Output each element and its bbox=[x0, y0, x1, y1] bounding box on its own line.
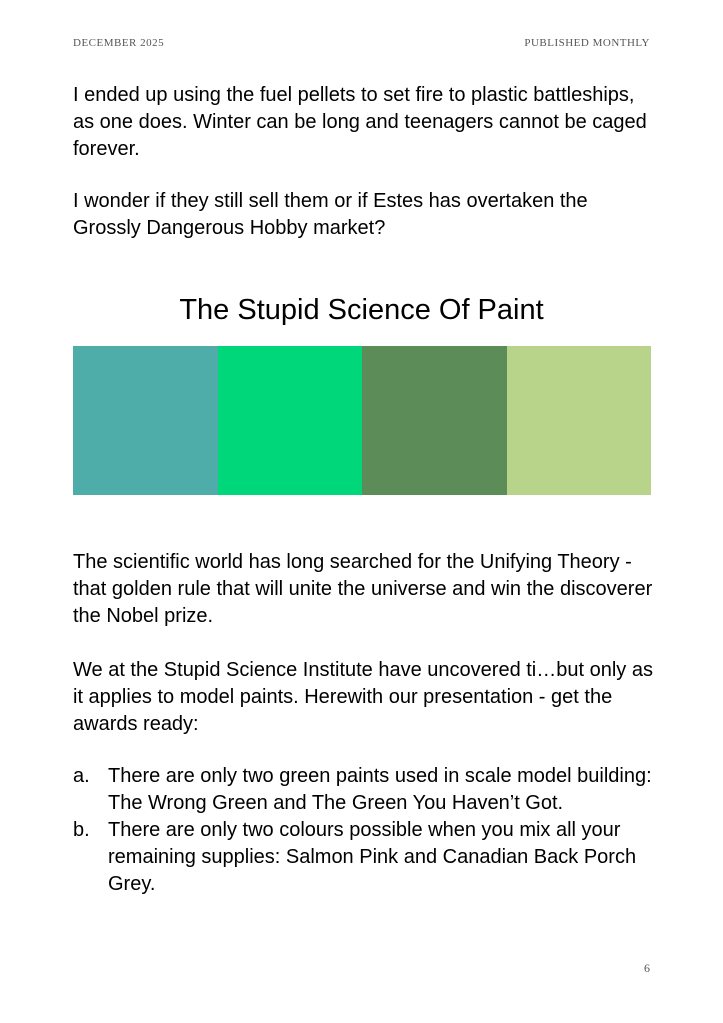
paint-swatch-teal bbox=[73, 346, 218, 495]
paint-swatch-bright-green bbox=[218, 346, 363, 495]
header-frequency: PUBLISHED MONTHLY bbox=[524, 37, 650, 49]
list-item-text: There are only two colours possible when you mix all your remaining supplies: Salmon Pink and Canadian Back Porch Grey. bbox=[108, 819, 637, 895]
paragraph-stupid-science-institute: We at the Stupid Science Institute have uncovered ti…but only as it applies to model paints. Herewith our presentation - get the awards ready: bbox=[73, 659, 653, 735]
list-marker: b. bbox=[73, 819, 90, 841]
page-number: 6 bbox=[644, 961, 650, 975]
theory-list bbox=[73, 763, 658, 898]
list-item-text: There are only two green paints used in scale model building: The Wrong Green and The Green You Haven’t Got. bbox=[108, 765, 652, 814]
paint-swatch-pale-green bbox=[507, 346, 652, 495]
header-date: DECEMBER 2025 bbox=[73, 37, 165, 49]
list-item bbox=[73, 817, 658, 898]
paragraph-fuel-pellets: I ended up using the fuel pellets to set fire to plastic battleships, as one does. Winter can be long and teenagers cannot be caged forever. bbox=[73, 84, 647, 160]
paragraph-estes: I wonder if they still sell them or if Estes has overtaken the Grossly Dangerous Hobby market? bbox=[73, 190, 588, 239]
list-item bbox=[73, 763, 658, 817]
paint-swatch-olive-green bbox=[362, 346, 507, 495]
paint-swatch-strip bbox=[73, 346, 651, 495]
list-marker: a. bbox=[73, 765, 90, 787]
section-title: The Stupid Science Of Paint bbox=[179, 294, 544, 326]
paragraph-unifying-theory: The scientific world has long searched for the Unifying Theory - that golden rule that will unite the universe and win the discoverer the Nobel prize. bbox=[73, 551, 653, 627]
